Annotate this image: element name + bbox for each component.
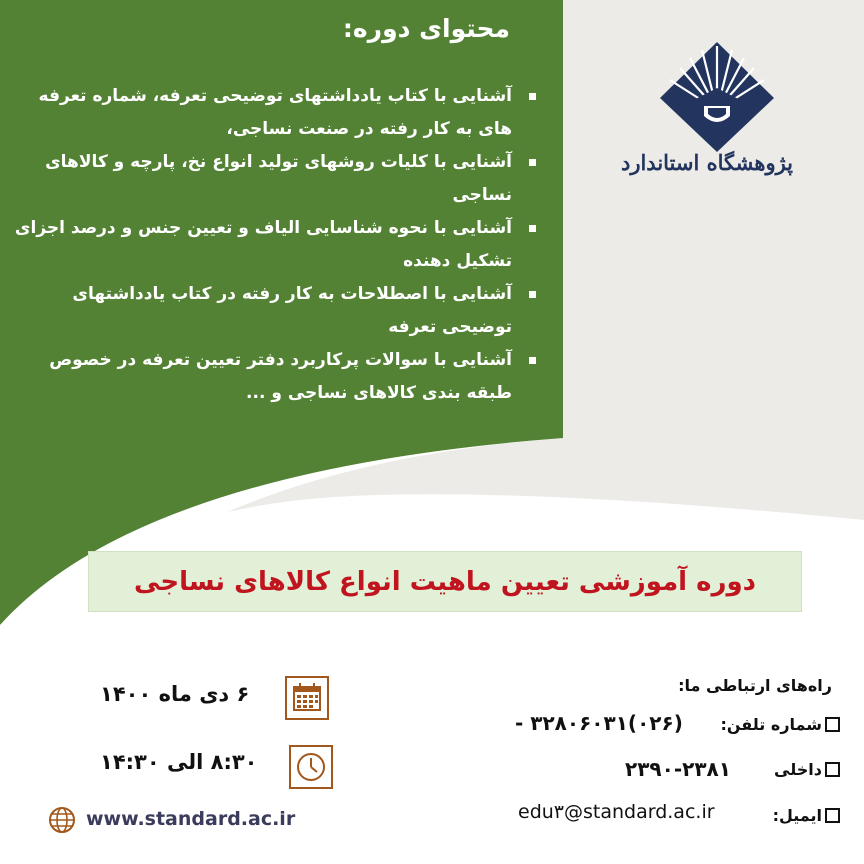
list-item-text: آشنایی با نحوه شناسایی الیاف و تعیین جنس و درصد اجزای تشکیل دهنده (14, 218, 512, 271)
list-item (12, 212, 542, 278)
course-title: دوره آموزشی تعیین ماهیت انواع کالاهای نساجی (134, 566, 756, 597)
list-item (12, 146, 542, 212)
clock-icon (291, 747, 331, 787)
extension-value: ۲۳۹۰-۲۳۸۱ (625, 757, 731, 781)
calendar-icon (287, 678, 327, 718)
list-item-text: آشنایی با کتاب یادداشتهای توضیحی تعرفه، شماره تعرفه های به کار رفته در صنعت نساجی، (38, 86, 512, 139)
clock-icon-frame (289, 745, 333, 789)
list-item-text: آشنایی با کلیات روشهای تولید انواع نخ، پارچه و کالاهای نساجی (45, 152, 512, 205)
list-item (12, 344, 542, 410)
course-content-heading: محتوای دوره: (342, 14, 510, 43)
course-content-list (12, 80, 542, 410)
calendar-icon-frame (285, 676, 329, 720)
checkbox-icon (825, 717, 840, 732)
course-title-box (88, 551, 802, 612)
logo-text: پژوهشگاه استاندارد (620, 150, 794, 175)
bullet-icon (529, 357, 536, 364)
course-date: ۶ دی ماه ۱۴۰۰ (100, 682, 250, 706)
globe-icon (48, 806, 76, 834)
email-value[interactable]: edu۳@standard.ac.ir (518, 801, 715, 823)
list-item-text: آشنایی با اصطلاحات به کار رفته در کتاب یادداشتهای توضیحی تعرفه (72, 284, 512, 337)
bullet-icon (529, 93, 536, 100)
checkbox-icon (825, 762, 840, 777)
bullet-icon (529, 159, 536, 166)
list-item-text: آشنایی با سوالات پرکاربرد دفتر تعیین تعرفه در خصوص طبقه بندی کالاهای نساجی و ... (49, 350, 512, 403)
checkbox-icon (825, 808, 840, 823)
website-link[interactable]: www.standard.ac.ir (86, 808, 296, 830)
bullet-icon (529, 291, 536, 298)
email-label: ایمیل: (772, 806, 822, 825)
phone-value: (۰۲۶)۳۲۸۰۶۰۳۱ - (515, 711, 683, 735)
bullet-icon (529, 225, 536, 232)
course-time: ۸:۳۰ الی ۱۴:۳۰ (100, 750, 258, 774)
contact-heading: راه‌های ارتباطی ما: (678, 676, 832, 695)
phone-label: شماره تلفن: (720, 715, 822, 734)
list-item (12, 278, 542, 344)
list-item (12, 80, 542, 146)
extension-label: داخلی (774, 760, 822, 779)
